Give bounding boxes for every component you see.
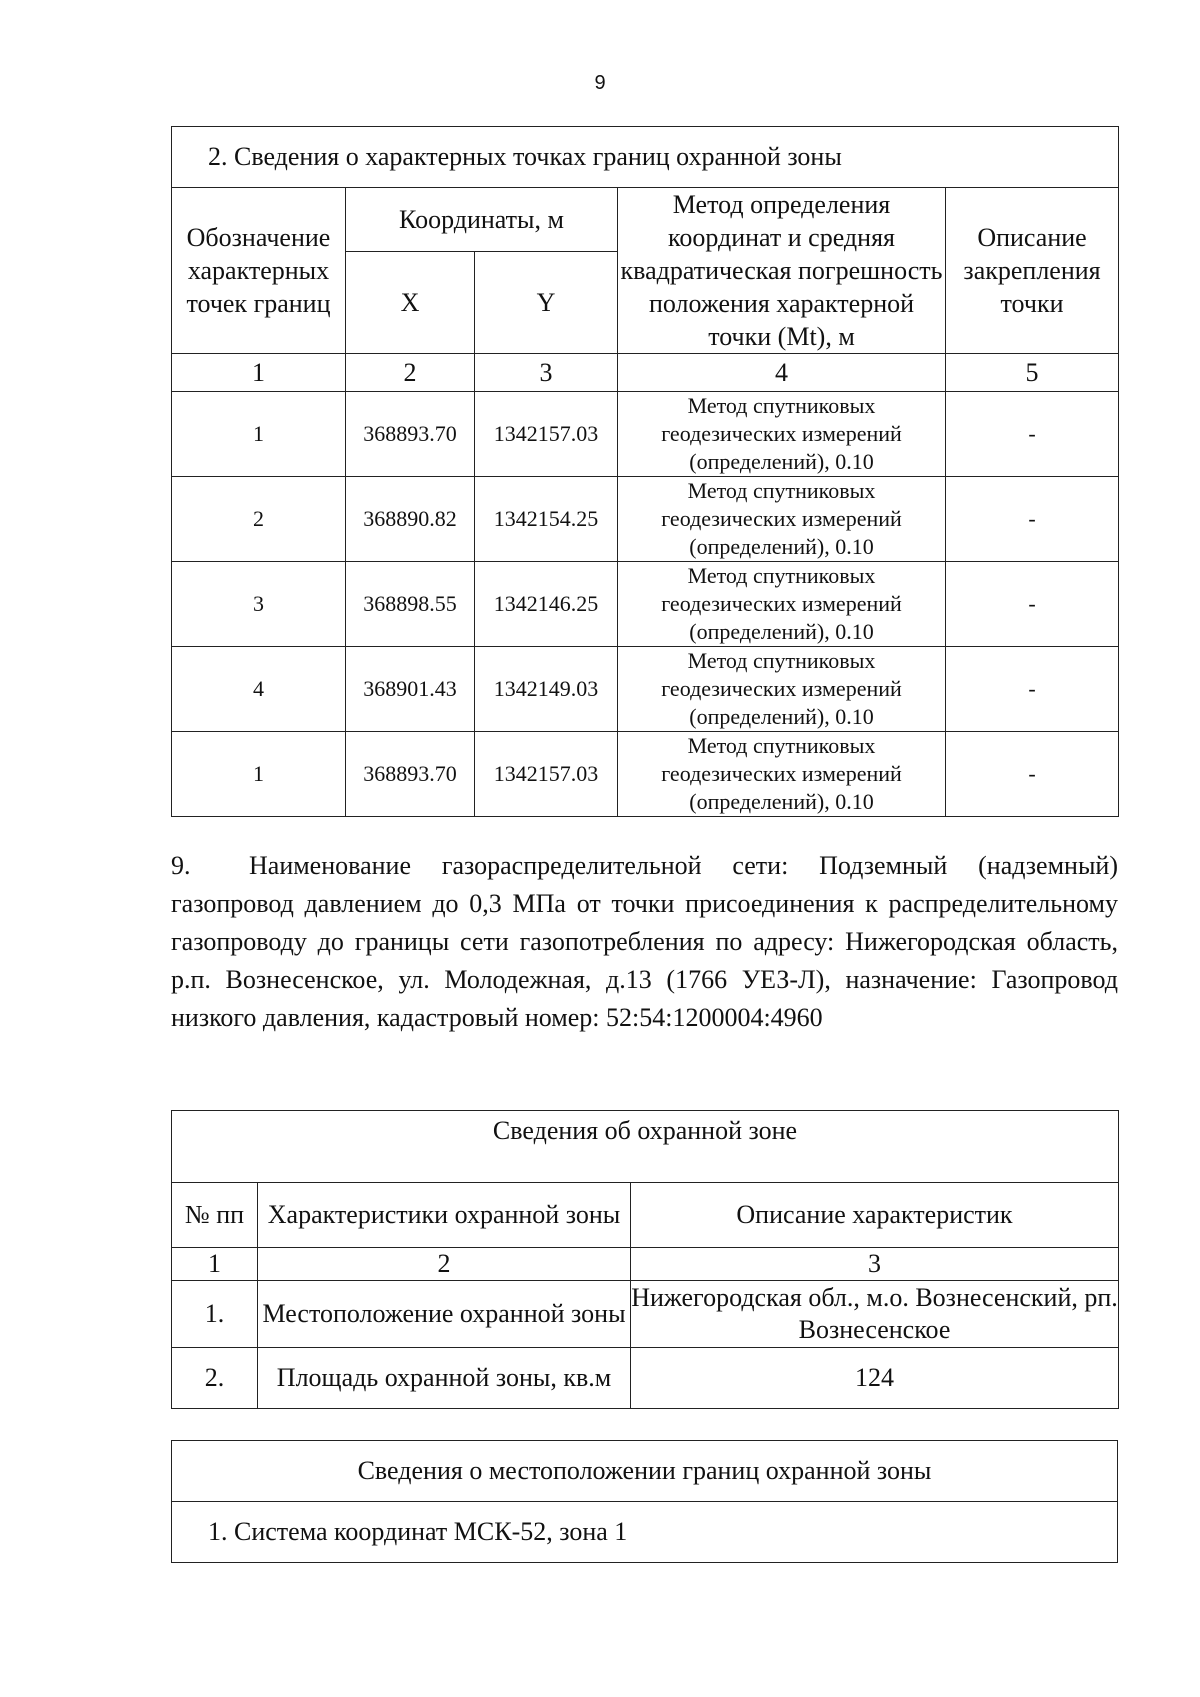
point-id: 1 bbox=[172, 392, 346, 477]
table-row bbox=[172, 1348, 1119, 1409]
coordinate-y: 1342157.03 bbox=[475, 392, 618, 477]
point-description: - bbox=[946, 647, 1119, 732]
table-row bbox=[172, 477, 1119, 562]
column-number: 3 bbox=[475, 354, 618, 392]
coordinate-y: 1342154.25 bbox=[475, 477, 618, 562]
point-description: - bbox=[946, 392, 1119, 477]
method-line: (определений), 0.10 bbox=[689, 449, 874, 474]
header-no: № пп bbox=[172, 1183, 258, 1248]
table-title: Сведения о местоположении границ охранной зоны bbox=[172, 1441, 1118, 1502]
method-line: геодезических измерений bbox=[661, 676, 902, 701]
row-number: 2. bbox=[172, 1348, 258, 1409]
method-cell bbox=[618, 732, 946, 817]
coordinate-x: 368901.43 bbox=[346, 647, 475, 732]
method-line: геодезических измерений bbox=[661, 761, 902, 786]
header-y: Y bbox=[475, 251, 618, 353]
header-x: X bbox=[346, 251, 475, 353]
paragraph-text: Наименование газораспределительной сети: Подземный (надземный) газопровод давлением до 0,3 МПа от точки присоединения к распределительному газопроводу до границы сети газопотребления по адресу: Нижегородская область, р.п. Вознесенское, ул. Молодежная, д.13 (1766 УЕЗ-Л), назначение: Газопровод низкого давления, кадастровый номер: 52:54:1200004:4960 bbox=[171, 851, 1118, 1032]
point-description: - bbox=[946, 732, 1119, 817]
method-line: геодезических измерений bbox=[661, 506, 902, 531]
boundary-points-table bbox=[171, 126, 1119, 817]
table-row bbox=[172, 647, 1119, 732]
table-row bbox=[172, 392, 1119, 477]
column-number: 2 bbox=[258, 1248, 631, 1281]
page-number: 9 bbox=[594, 72, 606, 94]
column-number: 1 bbox=[172, 354, 346, 392]
coordinate-y: 1342146.25 bbox=[475, 562, 618, 647]
header-method: Метод определения координат и средняя квадратическая погрешность положения характерной точки (Mt), м bbox=[618, 188, 946, 354]
method-line: (определений), 0.10 bbox=[689, 534, 874, 559]
header-description: Описание закрепления точки bbox=[946, 188, 1119, 354]
method-cell bbox=[618, 477, 946, 562]
method-cell bbox=[618, 562, 946, 647]
characteristic: Площадь охранной зоны, кв.м bbox=[258, 1348, 631, 1409]
point-id: 2 bbox=[172, 477, 346, 562]
protection-zone-info-table bbox=[171, 1110, 1119, 1409]
column-number: 4 bbox=[618, 354, 946, 392]
method-line: Метод спутниковых bbox=[687, 563, 876, 588]
coordinate-system: 1. Система координат МСК-52, зона 1 bbox=[172, 1502, 1118, 1563]
coordinate-x: 368893.70 bbox=[346, 392, 475, 477]
point-id: 3 bbox=[172, 562, 346, 647]
method-line: Метод спутниковых bbox=[687, 478, 876, 503]
characteristic-description: 124 bbox=[631, 1348, 1119, 1409]
boundary-location-table bbox=[171, 1440, 1118, 1563]
column-number: 2 bbox=[346, 354, 475, 392]
characteristic: Местоположение охранной зоны bbox=[258, 1281, 631, 1348]
point-description: - bbox=[946, 477, 1119, 562]
method-line: Метод спутниковых bbox=[687, 393, 876, 418]
row-number: 1. bbox=[172, 1281, 258, 1348]
method-line: (определений), 0.10 bbox=[689, 789, 874, 814]
point-id: 1 bbox=[172, 732, 346, 817]
network-description-paragraph bbox=[171, 847, 1118, 1037]
method-line: Метод спутниковых bbox=[687, 648, 876, 673]
table-row bbox=[172, 562, 1119, 647]
table-title: 2. Сведения о характерных точках границ охранной зоны bbox=[172, 127, 1119, 188]
header-description: Описание характеристик bbox=[631, 1183, 1119, 1248]
method-line: геодезических измерений bbox=[661, 421, 902, 446]
table-title: Сведения об охранной зоне bbox=[172, 1111, 1119, 1183]
method-line: Метод спутниковых bbox=[687, 733, 876, 758]
table-row bbox=[172, 732, 1119, 817]
paragraph-number: 9. bbox=[171, 851, 191, 880]
method-line: (определений), 0.10 bbox=[689, 619, 874, 644]
method-cell bbox=[618, 392, 946, 477]
characteristic-description: Нижегородская обл., м.о. Вознесенский, рп. Вознесенское bbox=[631, 1281, 1119, 1348]
coordinate-x: 368893.70 bbox=[346, 732, 475, 817]
header-coordinates: Координаты, м bbox=[346, 188, 618, 252]
coordinate-x: 368890.82 bbox=[346, 477, 475, 562]
column-number: 1 bbox=[172, 1248, 258, 1281]
coordinate-y: 1342157.03 bbox=[475, 732, 618, 817]
header-characteristic: Характеристики охранной зоны bbox=[258, 1183, 631, 1248]
column-number: 5 bbox=[946, 354, 1119, 392]
column-number: 3 bbox=[631, 1248, 1119, 1281]
method-line: геодезических измерений bbox=[661, 591, 902, 616]
coordinate-y: 1342149.03 bbox=[475, 647, 618, 732]
point-description: - bbox=[946, 562, 1119, 647]
method-line: (определений), 0.10 bbox=[689, 704, 874, 729]
point-id: 4 bbox=[172, 647, 346, 732]
header-designation: Обозначение характерных точек границ bbox=[172, 188, 346, 354]
table-row bbox=[172, 1281, 1119, 1348]
method-cell bbox=[618, 647, 946, 732]
coordinate-x: 368898.55 bbox=[346, 562, 475, 647]
